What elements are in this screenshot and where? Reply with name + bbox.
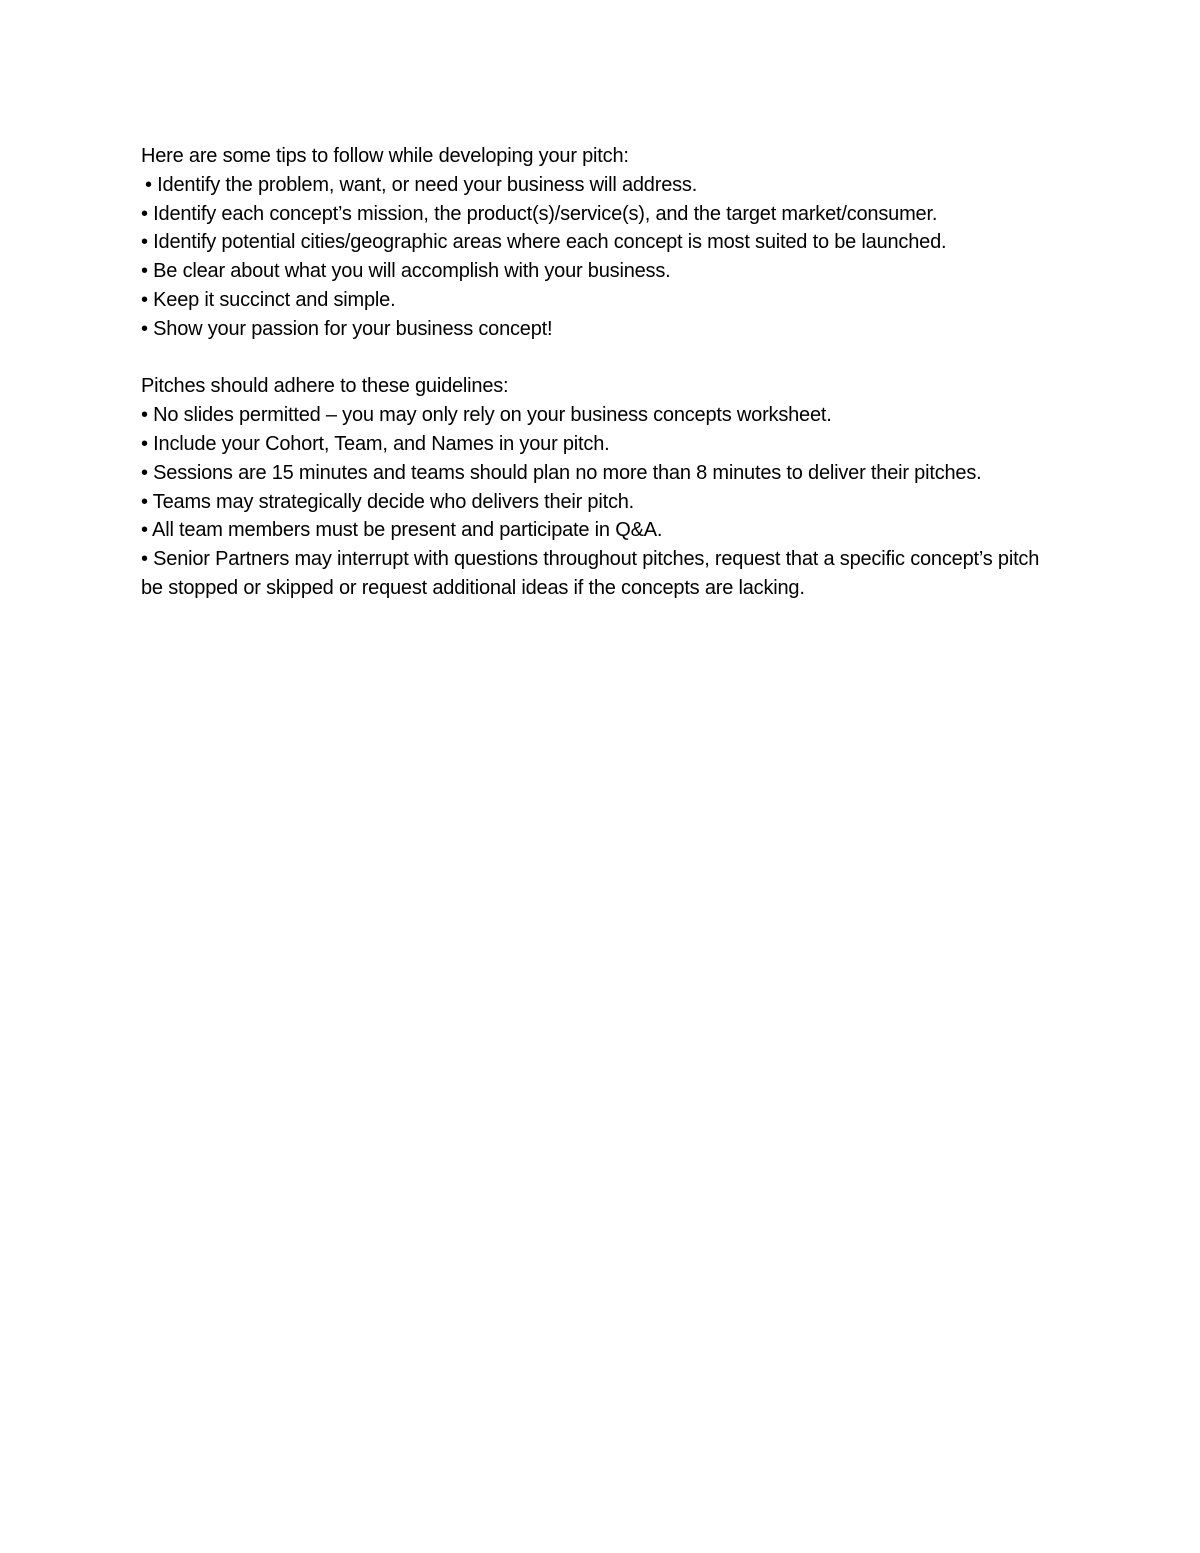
tips-section — [141, 142, 1046, 344]
tips-item: • Identify each concept’s mission, the product(s)/service(s), and the target market/consumer. — [141, 202, 938, 225]
guidelines-item: • Senior Partners may interrupt with questions throughout pitches, request that a specific concept’s pitch be stopped or skipped or request additional ideas if the concepts are lacking. — [141, 548, 1040, 599]
document-body — [141, 142, 1046, 603]
guidelines-item: • Teams may strategically decide who delivers their pitch. — [141, 490, 635, 513]
tips-heading: Here are some tips to follow while developing your pitch: — [141, 145, 629, 167]
guidelines-item: • All team members must be present and participate in Q&A. — [141, 519, 663, 542]
tips-item: • Identify the problem, want, or need your business will address. — [145, 173, 698, 196]
guidelines-item: • No slides permitted – you may only rely on your business concepts worksheet. — [141, 404, 832, 427]
guidelines-section — [141, 372, 1046, 602]
tips-item: • Keep it succinct and simple. — [141, 288, 396, 311]
tips-item: • Show your passion for your business concept! — [141, 317, 553, 340]
tips-item: • Identify potential cities/geographic areas where each concept is most suited to be launched. — [141, 231, 947, 254]
tips-item: • Be clear about what you will accomplish with your business. — [141, 260, 671, 283]
guidelines-heading: Pitches should adhere to these guidelines: — [141, 375, 509, 398]
guidelines-item: • Sessions are 15 minutes and teams should plan no more than 8 minutes to deliver their pitches. — [141, 461, 982, 484]
guidelines-item: • Include your Cohort, Team, and Names in your pitch. — [141, 432, 610, 455]
